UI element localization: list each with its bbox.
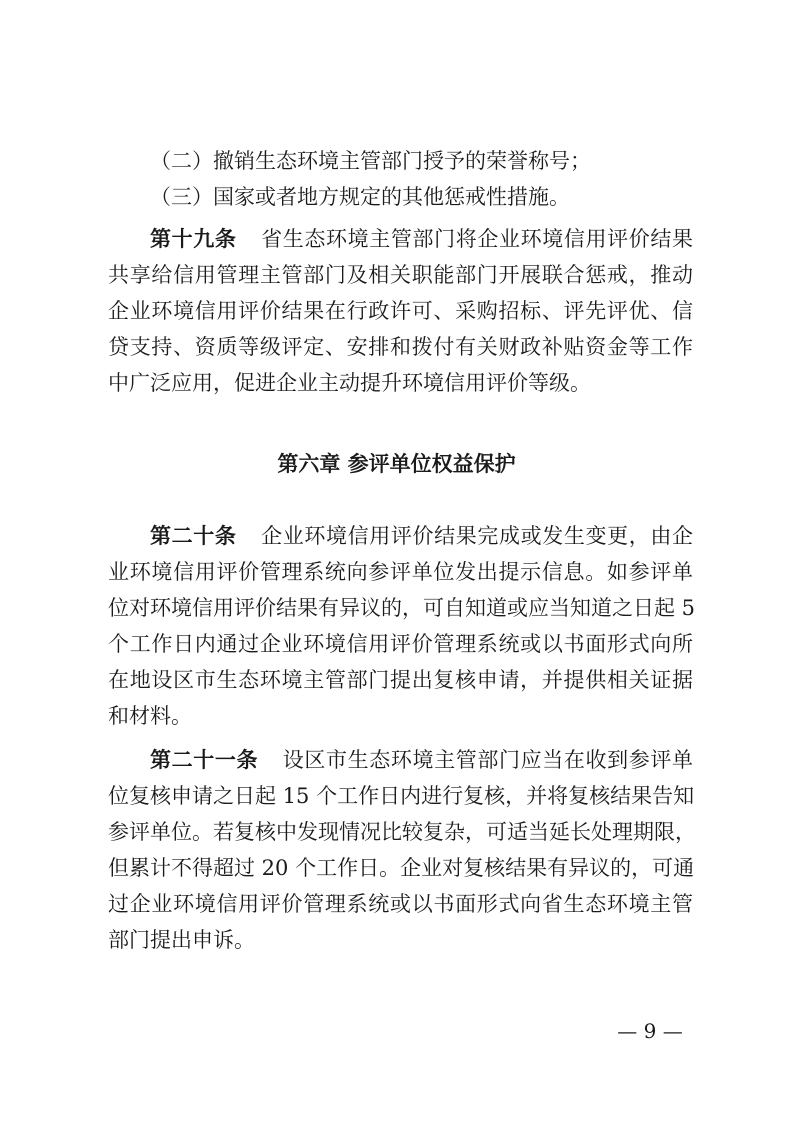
article-19-line-4: 贷支持、资质等级评定、安排和拨付有关财政补贴资金等工作 [108,335,693,359]
article-21-line-4: 但累计不得超过 20 个工作日。企业对复核结果有异议的，可通 [108,856,695,880]
article-21-line-6: 部门提出申诉。 [108,928,255,952]
article-20-line-1 [150,518,693,554]
article-20-text: 企业环境信用评价结果完成或发生变更，由企 [260,524,693,548]
list-item-2: （二）撤销生态环境主管部门授予的荣誉称号； [150,149,591,173]
article-20-label: 第二十条 [150,524,237,548]
article-19-text: 省生态环境主管部门将企业环境信用评价结果 [260,227,693,251]
article-20-line-5: 在地设区市生态环境主管部门提出复核申请，并提供相关证据 [108,668,693,692]
article-20-line-2: 业环境信用评价管理系统向参评单位发出提示信息。如参评单 [108,560,693,584]
article-19-line-5: 中广泛应用，促进企业主动提升环境信用评价等级。 [108,371,591,395]
article-19-line-2: 共享给信用管理主管部门及相关职能部门开展联合惩戒，推动 [108,263,693,287]
list-item-3: （三）国家或者地方规定的其他惩戒性措施。 [150,185,570,209]
article-21-label: 第二十一条 [150,748,259,772]
article-19-label: 第十九条 [150,227,237,251]
article-21-text: 设区市生态环境主管部门应当在收到参评单 [282,748,693,772]
page-number: — 9 — [617,1019,683,1043]
article-20-line-4: 个工作日内通过企业环境信用评价管理系统或以书面形式向所 [108,632,693,656]
article-20-line-6: 和材料。 [108,704,192,728]
article-21-line-5: 过企业环境信用评价管理系统或以书面形式向省生态环境主管 [108,892,693,916]
article-21-line-1 [150,742,693,778]
article-21-line-2: 位复核申请之日起 15 个工作日内进行复核，并将复核结果告知 [108,784,695,808]
article-19-line-1 [150,221,693,257]
article-19-line-3: 企业环境信用评价结果在行政许可、采购招标、评先评优、信 [108,299,693,323]
article-20-line-3: 位对环境信用评价结果有异议的，可自知道或应当知道之日起 5 [108,596,696,620]
article-21-line-3: 参评单位。若复核中发现情况比较复杂，可适当延长处理期限， [108,820,696,844]
chapter-6-heading: 第六章 参评单位权益保护 [277,452,516,476]
